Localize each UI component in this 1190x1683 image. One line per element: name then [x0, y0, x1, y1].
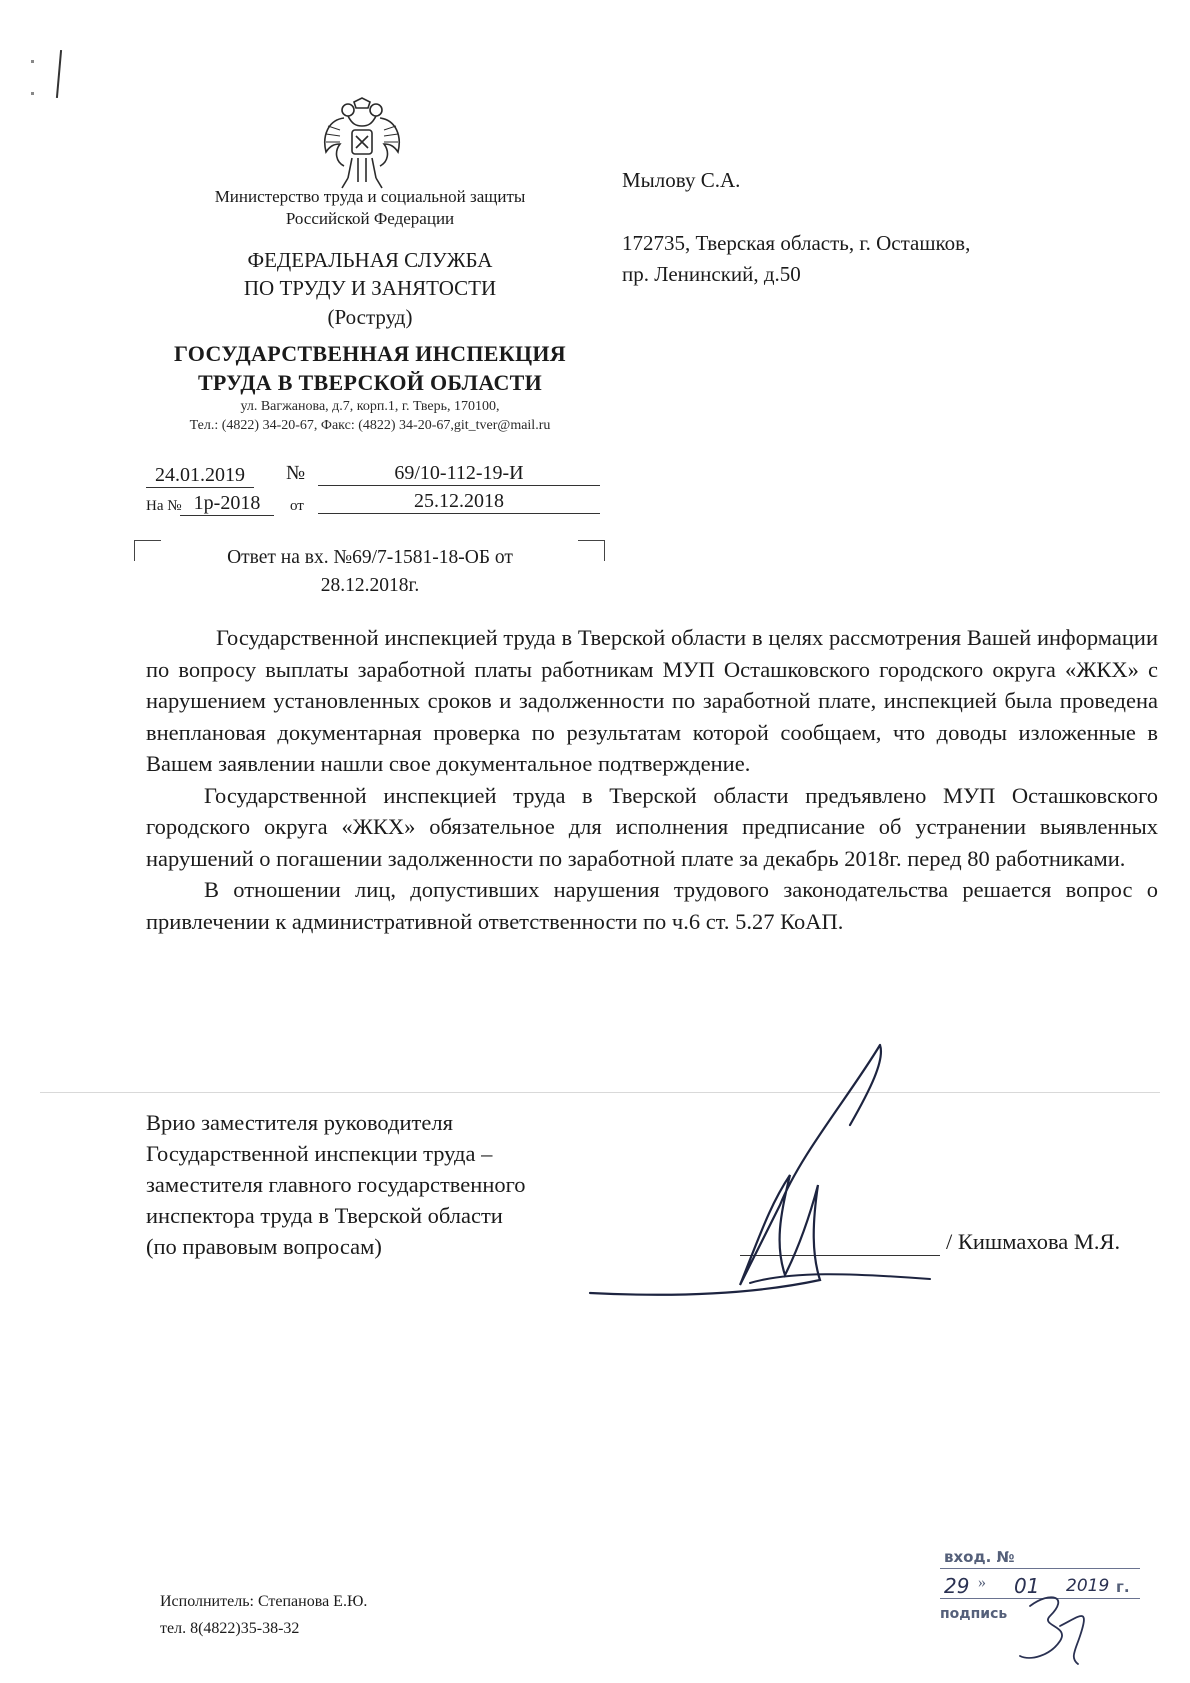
position-line: инспектора труда в Тверской области [146, 1203, 503, 1228]
reference-number: 1р-2018 [180, 492, 274, 516]
outgoing-number: 69/10-112-19-И [318, 462, 600, 486]
subject-reference [160, 544, 580, 600]
recipient-address-line: пр. Ленинский, д.50 [622, 262, 801, 286]
scan-artifact-dot [31, 60, 34, 63]
executor-phone: тел. 8(4822)35-38-32 [160, 1620, 300, 1637]
letter-body [146, 622, 1158, 937]
subject-line: 28.12.2018г. [320, 575, 420, 596]
service-abbreviation: (Роструд) [327, 305, 413, 329]
incoming-registration-stamp [930, 1548, 1160, 1668]
service-line: ПО ТРУДУ И ЗАНЯТОСТИ [243, 276, 497, 300]
stamp-sign-label: подпись [940, 1606, 1008, 1622]
contacts-line: Тел.: (4822) 34-20-67, Факс: (4822) 34-20-67,git_tver@mail.ru [189, 418, 551, 433]
reference-label: На № [146, 498, 182, 514]
bracket-top-right [578, 540, 605, 561]
executor-info [160, 1588, 367, 1642]
stamp-day: 29 [944, 1574, 970, 1598]
bracket-top-left [134, 540, 161, 561]
outgoing-date: 24.01.2019 [146, 464, 254, 488]
reference-date: 25.12.2018 [318, 490, 600, 514]
executor-name: Исполнитель: Степанова Е.Ю. [160, 1593, 368, 1610]
position-line: Врио заместителя руководителя [146, 1110, 453, 1135]
body-paragraph: Государственной инспекцией труда в Тверской области в целях рассмотрения Вашей информации по вопросу выплаты заработной платы работникам МУП Осташковского городского округа «ЖКХ» с нарушением установленных сроков и задолженности по заработной плате, инспекцией была проведена внеплановая документарная проверка по результатам которой сообщаем, что доводы изложенные в Вашем заявлении нашли свое документальное подтверждение. [146, 625, 1158, 776]
ministry-line: Российской Федерации [285, 209, 455, 228]
service-line: ФЕДЕРАЛЬНАЯ СЛУЖБА [247, 248, 493, 272]
inspection-line: ГОСУДАРСТВЕННАЯ ИНСПЕКЦИЯ [174, 341, 566, 366]
ministry-title [150, 186, 590, 230]
position-line: Государственной инспекции труда – [146, 1141, 493, 1166]
inspection-line: ТРУДА В ТВЕРСКОЙ ОБЛАСТИ [197, 370, 543, 395]
recipient-name: Мылову С.А. [622, 168, 741, 192]
position-line: заместителя главного государственного [146, 1172, 526, 1197]
subject-line: Ответ на вх. №69/7-1581-18-ОБ от [227, 547, 513, 568]
stamp-month: 01 [1014, 1574, 1040, 1598]
stamp-year-suffix: г. [1116, 1578, 1130, 1596]
recipient-address-line: 172735, Тверская область, г. Осташков, [622, 231, 971, 255]
service-title [150, 246, 590, 302]
body-paragraph: Государственной инспекцией труда в Тверской области предъявлено МУП Осташковского городского округа «ЖКХ» обязательное для исполнения предписание об устранении выявленных нарушений о погашении задолженности по заработной плате за декабрь 2018г. перед 80 работниками. [146, 782, 1158, 871]
scan-artifact-mark [56, 50, 62, 98]
ministry-line: Министерство труда и социальной защиты [214, 187, 526, 206]
stamp-number-line [940, 1568, 1140, 1569]
coat-of-arms-emblem [318, 96, 406, 192]
recipient-address [622, 228, 970, 290]
position-line: (по правовым вопросам) [146, 1234, 382, 1259]
handwritten-signature [550, 1035, 950, 1315]
stamp-handwritten-initials [1010, 1586, 1100, 1666]
signer-name: / Кишмахова М.Я. [946, 1229, 1121, 1254]
address-line: ул. Вагжанова, д.7, корп.1, г. Тверь, 170100, [240, 399, 500, 414]
organization-address [150, 397, 590, 435]
stamp-separator: » [978, 1574, 986, 1591]
signatory-position [146, 1107, 526, 1262]
body-paragraph: В отношении лиц, допустивших нарушения трудового законодательства решается вопрос о привлечении к административной ответственности по ч.6 ст. 5.27 КоАП. [146, 877, 1158, 934]
inspection-title [150, 339, 590, 397]
stamp-year: 2019 [1066, 1576, 1110, 1596]
scan-artifact-dot [31, 92, 34, 95]
stamp-number-label: вход. № [944, 1548, 1015, 1566]
number-label: № [286, 462, 306, 484]
from-label: от [290, 498, 304, 514]
